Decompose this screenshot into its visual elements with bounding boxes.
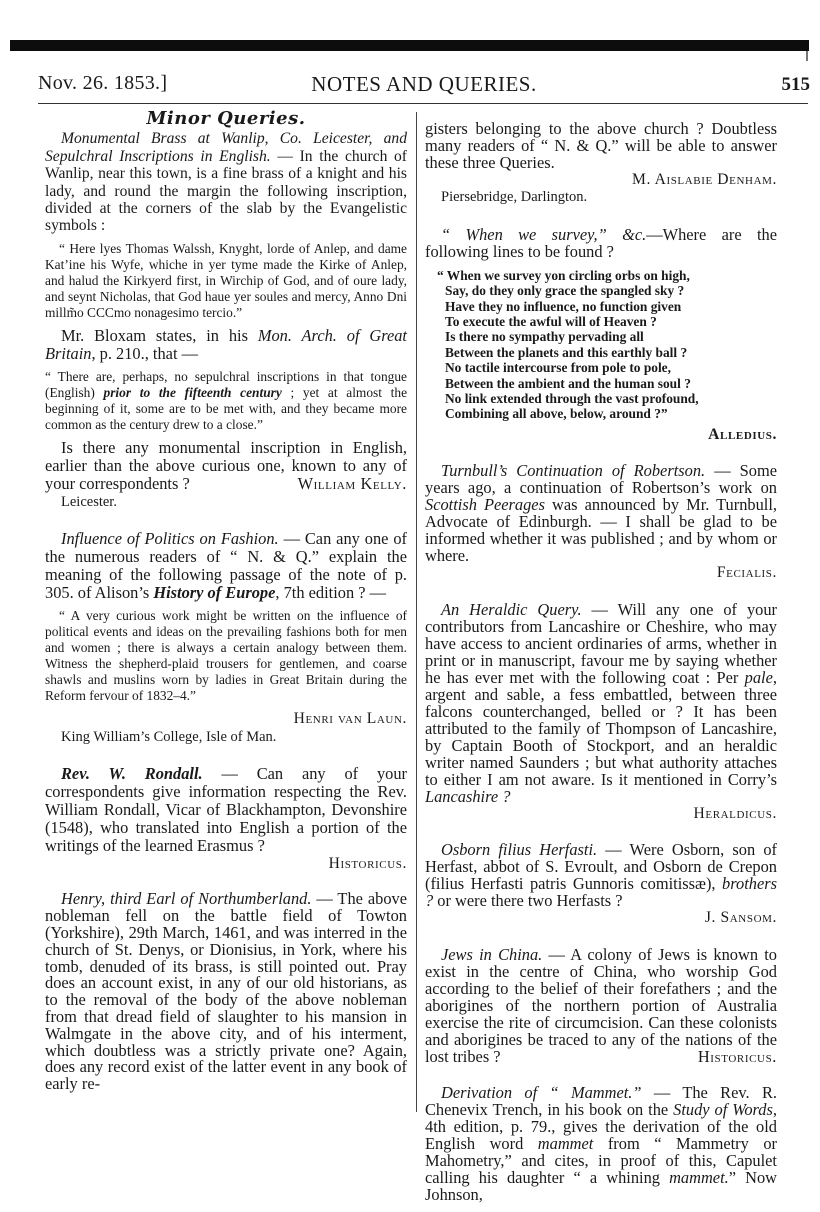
top-rule (10, 40, 809, 51)
entry-body: Turnbull’s Continuation of Robertson. — Some years ago, a continuation of Robertson’s work on Scottish Peerages was announced by Mr. Turnbull, Advocate of Edinburgh. — I shall be glad to be informed whether it was published ; and by whom or where. (425, 461, 778, 566)
place: Piersebridge, Darlington. (441, 189, 588, 206)
entry-body: Monumental Brass at Wanlip, Co. Leicester, and Sepulchral Inscriptions in English. — In the church of Wanlip, near this town, is a fine brass of a knight and his lady, and round the margin the following inscription, divided at the corners of the slab by the Evangelistic symbols : (45, 130, 408, 235)
left-column (45, 110, 407, 1102)
signature: M. Aislabie Denham. (631, 171, 777, 188)
poem (437, 267, 777, 422)
page-number: 515 (781, 74, 810, 95)
signature: Historicus. (328, 855, 407, 873)
entry-body: Derivation of “ Mammet.” — The Rev. R. Chenevix Trench, in his book on the Study of Words, 4th edition, p. 79., gives the derivation of the old English word mammet from “ Mammetry or Mahometry,” and cites, in proof of this, Capulet calling his daughter “ a whining mammet.” Now Johnson, (425, 1082, 778, 1204)
entry-title: “ When we survey,” &c. (441, 224, 647, 244)
entry-rondall (45, 765, 407, 872)
inscription-quote: “ Here lyes Thomas Walssh, Knyght, lorde of Anlep, and dame Kat’ine his Wyfe, whiche in yer tyme made the Kirke of Anlep, and halud the Kirkyerd first, in Wirchip of God, and of oure lady, and seynt Nicholas, that God haue yer soules and mercy, Anno Dni millm̃o CCCmo nonagesimo tercio.” (45, 240, 407, 320)
entry-osborn (425, 841, 777, 926)
poem-line: Between the ambient and the human soul ? (445, 375, 691, 391)
entry-title: Osborn filius Herfasti. (441, 840, 598, 860)
section-heading: Minor Queries. (146, 108, 306, 129)
poem-line: Have they no influence, no function given (445, 298, 682, 314)
entry-body: Osborn filius Herfasti. — Were Osborn, son of Herfast, abbot of S. Evroult, and Osborn de Crepon (filius Herfasti patris Gunnoris comitissæ), brothers ? or were there two Herfasts ? (425, 840, 777, 911)
signature: Heraldicus. (693, 804, 777, 822)
entry-title: Influence of Politics on Fashion. (61, 529, 279, 549)
entry-wanlip (45, 130, 407, 511)
signature: Fecialis. (716, 564, 777, 582)
signature: Henri van Laun. (293, 710, 407, 728)
signature: J. Sansom. (704, 909, 777, 927)
poem-line: Is there no sympathy pervading all (445, 329, 644, 345)
entry-mammet (425, 1084, 777, 1203)
bloxam-quote: “ There are, perhaps, no sepulchral inscriptions in that tongue (English) prior to the fifteenth century ; yet at almost the beginning of it, some are to be met with, and they became more common as the century drew to a close.” (45, 368, 408, 432)
place: Leicester. (61, 493, 117, 510)
entry-body: gisters belonging to the above church ? Doubtless many readers of “ N. & Q.” will be able to answer these three Queries. (425, 119, 777, 172)
entry-survey (425, 226, 777, 443)
question-paragraph: Is there any monumental inscription in English, earlier than the above curious one, known to any of your correspondents ? William Kelly. (45, 437, 407, 493)
top-rule-tail (806, 51, 808, 61)
entry-title: Monumental Brass at Wanlip, Co. Leicester, and Sepulchral Inscriptions in English. (45, 130, 407, 165)
entry-fashion (45, 530, 407, 746)
entry-title: An Heraldic Query. (441, 599, 582, 619)
issue-date: Nov. 26. 1853.] (38, 72, 168, 94)
place: King William’s College, Isle of Man. (61, 728, 277, 745)
poem-line: “ When we survey yon circling orbs on high, (437, 267, 690, 283)
running-head (38, 72, 810, 98)
poem-line: No tactile intercourse from pole to pole, (445, 360, 671, 376)
poem-line: To execute the awful will of Heaven ? (445, 314, 657, 330)
entry-body: Henry, third Earl of Northumberland. — The above nobleman fell on the battle field of Towton (Yorkshire), 29th March, 1461, and was interred in the church of St. Denys, or Dionisius, in York, where his tomb, denuded of its brass, is still pointed out. Pray does an account exist, in any of our old historians, as to the removal of the body of the above nobleman from that dread field of slaughter to his mansion in Walmgate in the above city, and of his interment, which doubtless was a strictly private one? Again, does any record exist of the latter event in any book of early re- (45, 889, 407, 1094)
entry-body: Rev. W. Rondall. — Can any of your correspondents give information respecting the Rev. William Rondall, Vicar of Blackhampton, Devonshire (1548), who translated into English a portion of the writings of the learned Erasmus ? (45, 764, 407, 856)
entry-title: Derivation of “ Mammet.” (441, 1082, 642, 1102)
poem-line: Between the planets and this earthly ball ? (445, 344, 688, 360)
signature: Alledius. (708, 425, 777, 443)
entry-body: Influence of Politics on Fashion. — Can any one of the numerous readers of “ N. & Q.” explain the meaning of the following passage of the note of p. 305. of Alison’s History of Europe, 7th edition ? — (45, 529, 407, 603)
right-column (425, 120, 777, 1212)
entry-body: An Heraldic Query. — Will any one of your contributors from Lancashire or Cheshire, who may have access to ancient ordinaries of arms, whether in print or in manuscript, favour me by saying whether he has ever met with the following coat : Per pale, argent and sable, a fess embattled, between three falcons counterchanged, belled or ? It has been attributed to the family of Thompson of Lancashire, by Captain Booth of Stockport, and an heraldic writer named Saunders ; but what authority attaches to either I am not aware. Is it mentioned in Corry’s Lancashire ? (425, 599, 778, 806)
column-divider (416, 112, 417, 1112)
header-rule (38, 103, 808, 104)
entry-heraldic (425, 601, 777, 822)
entry-body: “ When we survey,” &c.—Where are the following lines to be found ? (425, 224, 777, 261)
poem-line: Say, do they only grace the spangled sky ? (445, 283, 685, 299)
entry-jews-in-china (425, 946, 777, 1065)
entry-turnbull (425, 462, 777, 581)
bloxam-paragraph: Mr. Bloxam states, in his Mon. Arch. of Great Britain, p. 210., that — (45, 325, 407, 363)
poem-line: No link extended through the vast profound, (445, 391, 699, 407)
poem-line: Combining all above, below, around ?” (445, 406, 668, 422)
journal-title: NOTES AND QUERIES. (311, 72, 537, 96)
entry-title: Turnbull’s Continuation of Robertson. (441, 461, 706, 481)
entry-title: Jews in China. (441, 944, 543, 964)
signature: William Kelly. (297, 473, 407, 493)
entry-northumberland-continued (425, 120, 777, 207)
alison-quote: “ A very curious work might be written on the influence of political events and ideas on the prevailing fashions both for men and women ; there is always a certain analogy between them. Witness the shepherd-plaid trousers for gentlemen, and coarse shawls and muslins worn by ladies in Great Britain during the Reform fervour of 1832–4.” (45, 608, 407, 704)
entry-body: Jews in China. — A colony of Jews is known to exist in the centre of China, who worship God according to the belief of their forefathers ; and the aborigines of the northern portion of Australia exercise the rite of circumcision. Can these colonists and aborigines be traced to any of the nations of the lost tribes ? Historicus. (425, 944, 777, 1066)
entry-title: Rev. W. Rondall. (61, 764, 203, 784)
entry-title: Henry, third Earl of Northumberland. (61, 889, 312, 909)
signature: Historicus. (697, 1046, 777, 1066)
entry-northumberland (45, 891, 407, 1093)
